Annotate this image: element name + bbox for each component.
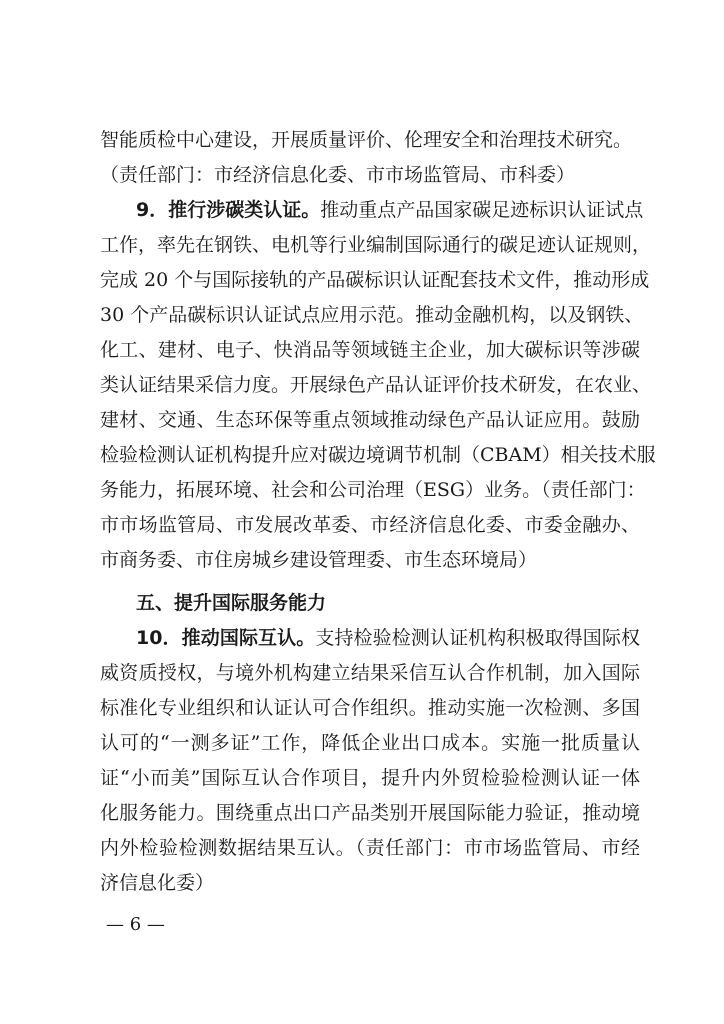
- text-line: 类认证结果采信力度。开展绿色产品认证评价技术研发，在农业、: [100, 374, 652, 396]
- item-9-paragraph: [100, 193, 656, 578]
- text-line: 市市场监管局、市发展改革委、市经济信息化委、市委金融办、: [100, 514, 640, 536]
- item-10-title: 10．推动国际互认。: [136, 627, 316, 649]
- text-line: 化工、建材、电子、快消品等领域链主企业，加大碳标识等涉碳: [100, 339, 640, 361]
- page-number: — 6 —: [106, 914, 165, 935]
- item-10-paragraph: [100, 621, 640, 901]
- responsible-departments: （责任部门：市经济信息化委、市市场监管局、市科委）: [100, 164, 576, 186]
- text-line: 证“小而美”国际互认合作项目，提升内外贸检验检测认证一体: [100, 767, 640, 789]
- text-line: 建材、交通、生态环保等重点领域推动绿色产品认证应用。鼓励: [100, 409, 640, 431]
- section-heading: 五、提升国际服务能力: [136, 592, 327, 614]
- text-line: [100, 193, 644, 228]
- text-line: 检验检测认证机构提升应对碳边境调节机制（CBAM）相关技术服: [100, 444, 656, 466]
- text-line: 标准化专业组织和认证认可合作组织。推动实施一次检测、多国: [100, 697, 640, 719]
- text-line: 威资质授权，与境外机构建立结果采信互认合作机制，加入国际: [100, 662, 640, 684]
- text-line: 工作，率先在钢铁、电机等行业编制国际通行的碳足迹认证规则，: [100, 234, 652, 256]
- text-line: 济信息化委）: [100, 872, 215, 894]
- item-10-first-line: 支持检验检测认证机构积极取得国际权: [315, 627, 640, 649]
- text-line: 务能力，拓展环境、社会和公司治理（ESG）业务。（责任部门：: [100, 479, 646, 501]
- text-line: 完成 20 个与国际接轨的产品碳标识认证配套技术文件，推动形成: [100, 269, 650, 291]
- text-line: [100, 621, 640, 656]
- text-line: 市商务委、市住房城乡建设管理委、市生态环境局）: [100, 549, 538, 571]
- item-9-title: 9．推行涉碳类认证。: [136, 199, 321, 221]
- text-line: 30 个产品碳标识认证试点应用示范。推动金融机构，以及钢铁、: [100, 304, 644, 326]
- paragraph-top: [100, 123, 640, 158]
- text-line: 化服务能力。围绕重点出口产品类别开展国际能力验证，推动境: [100, 802, 640, 824]
- text-line: 智能质检中心建设，开展质量评价、伦理安全和治理技术研究。: [100, 129, 633, 151]
- text-line: 认可的“一测多证”工作，降低企业出口成本。实施一批质量认: [100, 732, 640, 754]
- item-9-first-line: 推动重点产品国家碳足迹标识认证试点: [320, 199, 644, 221]
- text-line: 内外检验检测数据结果互认。（责任部门：市市场监管局、市经: [100, 837, 640, 859]
